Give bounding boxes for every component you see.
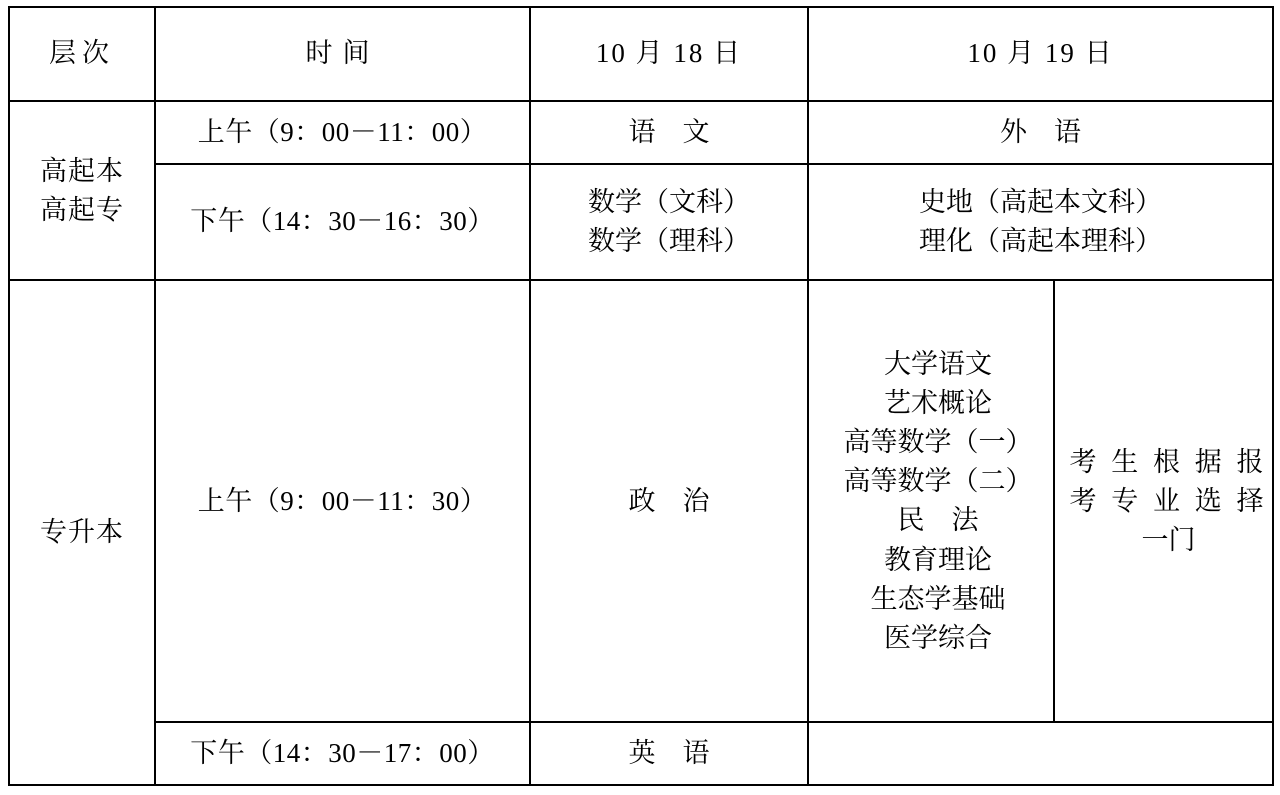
gqb-afternoon-day18-line1: 数学（文科） [588, 186, 750, 217]
list-item: 教育理论 [884, 544, 992, 575]
gqb-afternoon-day19-line2: 理化（高起本理科） [919, 225, 1162, 256]
gqb-morning-day18-subject: 语 文 [530, 101, 808, 164]
zsb-morning-time: 上午（9：00－11：30） [155, 280, 530, 722]
list-item: 医学综合 [884, 622, 992, 653]
gqb-morning-time: 上午（9：00－11：00） [155, 101, 530, 164]
level-gaoqiben-gaoqizhuan [9, 101, 155, 280]
gqb-morning-day19-subject: 外 语 [808, 101, 1273, 164]
header-day18: 10 月 18 日 [530, 7, 808, 101]
level-zhuanshengben: 专升本 [9, 280, 155, 785]
zsb-afternoon-day18-subject: 英 语 [530, 722, 808, 785]
gqb-afternoon-day18-subjects [530, 164, 808, 281]
gqb-afternoon-day18-line2: 数学（理科） [588, 225, 750, 256]
table-row [9, 280, 1273, 722]
list-item: 民 法 [897, 505, 979, 536]
header-time: 时间 [155, 7, 530, 101]
table-row [9, 101, 1273, 164]
exam-schedule-table [8, 6, 1274, 786]
gqb-afternoon-day19-line1: 史地（高起本文科） [919, 186, 1162, 217]
zsb-choose-note [1054, 280, 1273, 722]
table-row [9, 164, 1273, 281]
level-line-1: 高起本 [40, 155, 124, 186]
level-line-2: 高起专 [40, 194, 124, 225]
list-item: 高等数学（二） [843, 466, 1033, 497]
list-item: 艺术概论 [884, 387, 992, 418]
list-item: 生态学基础 [870, 583, 1006, 614]
zsb-morning-day19-subject-list [808, 280, 1054, 722]
list-item: 大学语文 [884, 348, 992, 379]
zsb-afternoon-time: 下午（14：30－17：00） [155, 722, 530, 785]
table-header-row [9, 7, 1273, 101]
gqb-afternoon-day19-subjects [808, 164, 1273, 281]
header-day19: 10 月 19 日 [808, 7, 1273, 101]
choose-note-line-1: 考 生 根 据 报 [1069, 446, 1268, 477]
gqb-afternoon-time: 下午（14：30－16：30） [155, 164, 530, 281]
zsb-afternoon-day19-empty [808, 722, 1273, 785]
header-level: 层次 [9, 7, 155, 101]
choose-note-line-2: 考 专 业 选 择 [1069, 485, 1268, 516]
choose-note-line-3: 一门 [1141, 524, 1196, 555]
list-item: 高等数学（一） [843, 427, 1033, 458]
table-row [9, 722, 1273, 785]
zsb-morning-day18-subject: 政 治 [530, 280, 808, 722]
